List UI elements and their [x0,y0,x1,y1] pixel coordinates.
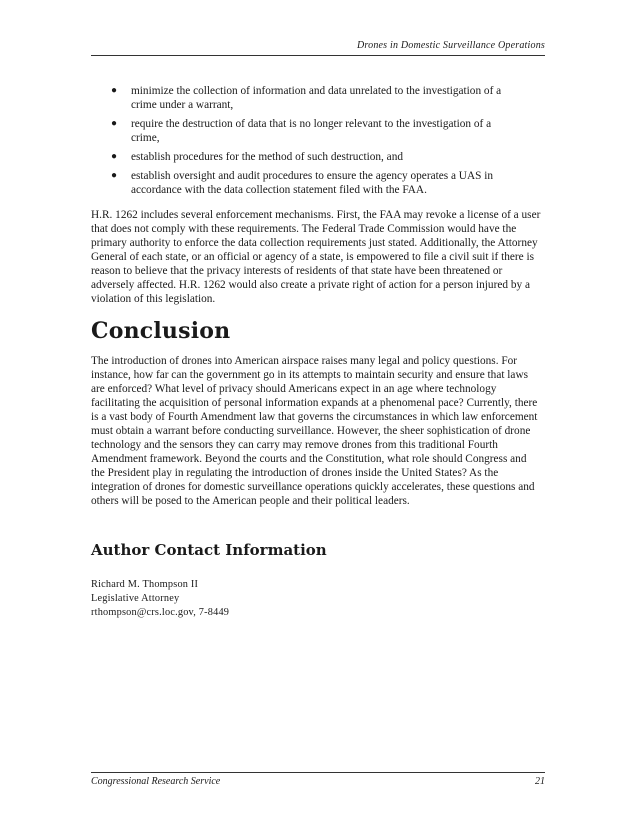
running-header: Drones in Domestic Surveillance Operations [357,40,545,51]
header-divider [91,55,545,56]
author-contact-heading: Author Contact Information [91,541,327,559]
bullet-icon: ● [111,151,118,162]
bullet-text: establish procedures for the method of such destruction, and [131,151,403,163]
requirements-bullet-list [111,84,521,202]
bullet-icon: ● [111,118,118,129]
footer-divider [91,772,545,773]
bullet-item [111,169,521,197]
bullet-text: require the destruction of data that is no longer relevant to the investigation of a crime, [131,118,492,144]
conclusion-heading: Conclusion [91,318,231,344]
bullet-icon: ● [111,170,118,181]
page-number: 21 [535,776,545,787]
bullet-item [111,150,521,164]
bullet-text: minimize the collection of information and data unrelated to the investigation of a crime under a warrant, [131,85,502,111]
author-email-phone: rthompson@crs.loc.gov, 7-8449 [91,607,230,618]
conclusion-paragraph: The introduction of drones into American airspace raises many legal and policy questions. For instance, how far can the government go in its attempts to maintain security and ensure that laws are enforced? What level of privacy should Americans expect in an age where technology facilitating the acquisition of personal information expands at a phenomenal pace? Currently, there is a vast body of Fourth Amendment law that governs the circumstances in which law enforcement must obtain a warrant before conducting surveillance. However, the sheer sophistication of drone technology and the sensors they can carry may remove drones from this traditional Fourth Amendment framework. Beyond the courts and the Constitution, what role should Congress and the President play in regulating the introduction of drones inside the United States? As the integration of drones for domestic surveillance operations quickly accelerates, these questions and others will be posed to the American people and their political leaders. [91,355,538,507]
enforcement-paragraph: H.R. 1262 includes several enforcement mechanisms. First, the FAA may revoke a license of a user that does not comply with these requirements. The Federal Trade Commission would have the primary authority to enforce the data collection requirements just stated. Additionally, the Attorney General of each state, or an official or agency of a state, is empowered to file a civil suit if there is reason to believe that the privacy interests of residents of that state have been threatened or adversely affected. H.R. 1262 would also create a private right of action for a person injured by a violation of this legislation. [91,209,541,305]
footer-organization: Congressional Research Service [91,776,221,787]
author-contact-block [91,578,229,620]
bullet-text: establish oversight and audit procedures to ensure the agency operates a UAS in accordance with the data collection statement filed with the FAA. [131,170,494,196]
author-title: Legislative Attorney [91,593,180,604]
bullet-icon: ● [111,85,118,96]
bullet-item [111,117,521,145]
author-name: Richard M. Thompson II [91,579,199,590]
bullet-item [111,84,521,112]
